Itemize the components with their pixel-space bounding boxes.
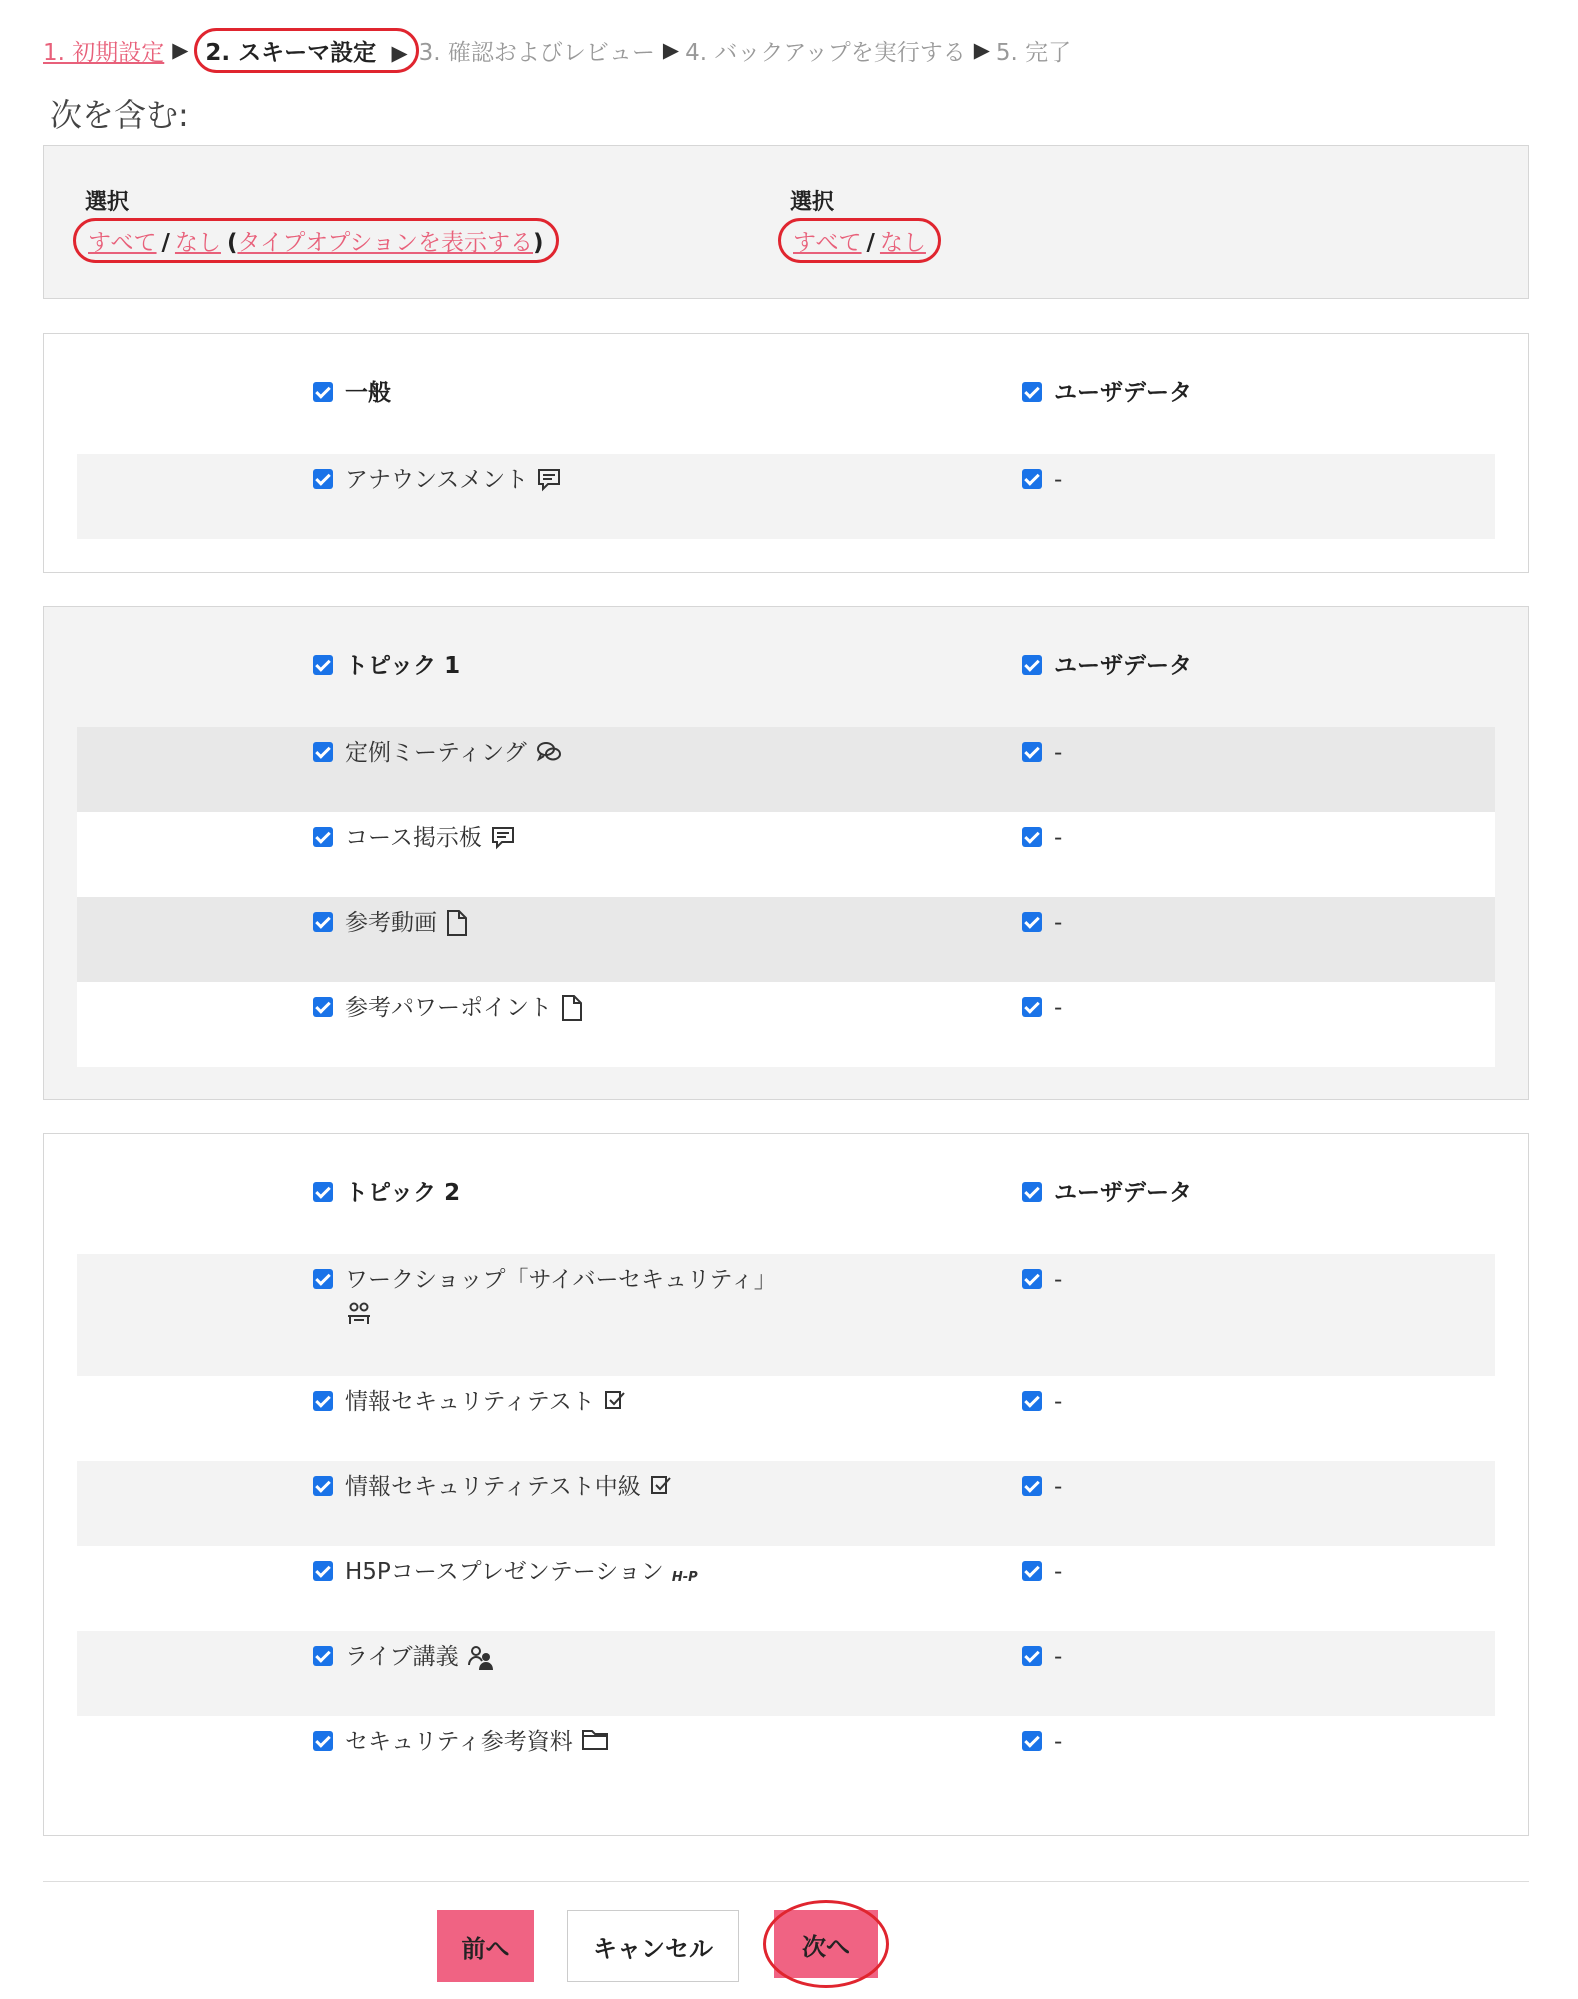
activity-name: セキュリティ参考資料 bbox=[345, 1729, 573, 1755]
userdata-checkbox[interactable] bbox=[1022, 466, 1062, 494]
forum-icon bbox=[490, 824, 516, 850]
select-panel bbox=[43, 145, 1529, 299]
checkbox-checked[interactable] bbox=[1022, 469, 1042, 489]
section-userdata-checkbox[interactable] bbox=[1022, 379, 1192, 407]
activity-row bbox=[77, 1461, 1495, 1546]
userdata-dash: - bbox=[1054, 910, 1063, 936]
checkbox-checked[interactable] bbox=[313, 469, 333, 489]
userdata-dash: - bbox=[1054, 1729, 1063, 1755]
select-none-userdata-link[interactable]: なし bbox=[879, 230, 926, 256]
checkbox-checked[interactable] bbox=[313, 1731, 333, 1751]
checkbox-checked[interactable] bbox=[1022, 1646, 1042, 1666]
file-icon bbox=[560, 994, 584, 1022]
activity-checkbox[interactable] bbox=[313, 824, 516, 852]
footer-divider bbox=[43, 1881, 1529, 1882]
step-separator-icon: ▶ bbox=[662, 38, 680, 62]
checkbox-checked[interactable] bbox=[1022, 1391, 1042, 1411]
activity-row bbox=[77, 982, 1495, 1067]
activity-row bbox=[77, 1254, 1495, 1376]
checkbox-checked[interactable] bbox=[1022, 1269, 1042, 1289]
activity-name: 参考パワーポイント bbox=[345, 995, 552, 1021]
select-links-highlight bbox=[73, 218, 559, 263]
checkbox-checked[interactable] bbox=[313, 1561, 333, 1581]
userdata-checkbox[interactable] bbox=[1022, 739, 1062, 767]
activity-checkbox[interactable] bbox=[313, 1266, 805, 1328]
forum-icon bbox=[536, 466, 562, 492]
checkbox-checked[interactable] bbox=[313, 655, 333, 675]
activity-name: ワークショップ「サイバーセキュリティ」 bbox=[345, 1267, 777, 1293]
h5p-icon: H-P bbox=[671, 1570, 698, 1585]
userdata-dash: - bbox=[1054, 1474, 1063, 1500]
slash-separator: / bbox=[161, 230, 170, 256]
slash-separator: / bbox=[866, 230, 875, 256]
userdata-checkbox[interactable] bbox=[1022, 1558, 1062, 1586]
section-header bbox=[44, 1179, 1528, 1219]
activity-name: 参考動画 bbox=[345, 910, 437, 936]
file-icon bbox=[445, 909, 469, 937]
userdata-dash: - bbox=[1054, 1267, 1063, 1293]
section-title: 一般 bbox=[345, 380, 391, 406]
step-schema-settings: 2. スキーマ設定 bbox=[205, 39, 377, 66]
activity-row bbox=[77, 1631, 1495, 1716]
userdata-checkbox[interactable] bbox=[1022, 1388, 1062, 1416]
step-initial-settings[interactable]: 1. 初期設定 bbox=[43, 39, 165, 66]
section-checkbox-topic-2[interactable] bbox=[313, 1179, 460, 1207]
section-userdata-checkbox[interactable] bbox=[1022, 652, 1192, 680]
quiz-icon bbox=[649, 1473, 673, 1497]
checkbox-checked[interactable] bbox=[1022, 1561, 1042, 1581]
activity-name: H5Pコースプレゼンテーション bbox=[345, 1559, 664, 1585]
include-heading: 次を含む: bbox=[50, 96, 189, 134]
select-all-link[interactable]: すべて bbox=[88, 230, 157, 256]
select-links-highlight bbox=[778, 218, 941, 263]
userdata-checkbox[interactable] bbox=[1022, 1728, 1062, 1756]
section-header bbox=[44, 652, 1528, 692]
userdata-dash: - bbox=[1054, 1389, 1063, 1415]
userdata-checkbox[interactable] bbox=[1022, 1643, 1062, 1671]
step-perform-backup: 4. バックアップを実行する bbox=[685, 39, 966, 66]
activity-row bbox=[77, 1716, 1495, 1801]
checkbox-checked[interactable] bbox=[1022, 912, 1042, 932]
userdata-label: ユーザデータ bbox=[1054, 1180, 1192, 1206]
select-all-userdata-link[interactable]: すべて bbox=[793, 230, 862, 256]
activity-checkbox[interactable] bbox=[313, 1558, 698, 1592]
section-topic-2 bbox=[43, 1133, 1529, 1836]
select-none-link[interactable]: なし bbox=[174, 230, 221, 256]
userdata-label: ユーザデータ bbox=[1054, 380, 1192, 406]
activity-row bbox=[77, 1376, 1495, 1461]
activity-row bbox=[77, 454, 1495, 539]
userdata-dash: - bbox=[1054, 1559, 1063, 1585]
select-group-userdata bbox=[790, 190, 941, 263]
activity-checkbox[interactable] bbox=[313, 1388, 627, 1416]
userdata-label: ユーザデータ bbox=[1054, 653, 1192, 679]
next-button[interactable]: 次へ bbox=[774, 1910, 878, 1978]
checkbox-checked[interactable] bbox=[313, 1476, 333, 1496]
userdata-checkbox[interactable] bbox=[1022, 994, 1062, 1022]
checkbox-checked[interactable] bbox=[313, 1391, 333, 1411]
checkbox-checked[interactable] bbox=[313, 912, 333, 932]
userdata-checkbox[interactable] bbox=[1022, 1266, 1062, 1294]
next-button-highlight bbox=[763, 1900, 889, 1988]
activity-checkbox[interactable] bbox=[313, 994, 584, 1022]
section-checkbox-topic-1[interactable] bbox=[313, 652, 460, 680]
activity-checkbox[interactable] bbox=[313, 1643, 495, 1671]
checkbox-checked[interactable] bbox=[1022, 655, 1042, 675]
workshop-icon bbox=[345, 1300, 373, 1328]
section-general bbox=[43, 333, 1529, 573]
paren-close: ) bbox=[533, 230, 544, 256]
checkbox-checked[interactable] bbox=[313, 1646, 333, 1666]
step-separator-icon: ▶ bbox=[391, 40, 408, 65]
checkbox-checked[interactable] bbox=[313, 1182, 333, 1202]
checkbox-checked[interactable] bbox=[1022, 1731, 1042, 1751]
userdata-dash: - bbox=[1054, 995, 1063, 1021]
userdata-checkbox[interactable] bbox=[1022, 1473, 1062, 1501]
activity-checkbox[interactable] bbox=[313, 909, 469, 937]
step-complete: 5. 完了 bbox=[995, 39, 1072, 66]
section-userdata-checkbox[interactable] bbox=[1022, 1179, 1192, 1207]
folder-icon bbox=[581, 1728, 609, 1752]
current-step-highlight bbox=[194, 28, 418, 73]
userdata-dash: - bbox=[1054, 740, 1063, 766]
userdata-dash: - bbox=[1054, 467, 1063, 493]
userdata-checkbox[interactable] bbox=[1022, 824, 1062, 852]
checkbox-checked[interactable] bbox=[313, 382, 333, 402]
chat-icon bbox=[535, 739, 563, 765]
activity-checkbox[interactable] bbox=[313, 1473, 673, 1501]
activity-row bbox=[77, 897, 1495, 982]
paren-open: ( bbox=[226, 230, 238, 256]
activity-name: 定例ミーティング bbox=[345, 740, 527, 766]
section-header bbox=[44, 379, 1528, 419]
activity-name: コース掲示板 bbox=[345, 825, 482, 851]
section-title: トピック 1 bbox=[345, 653, 461, 679]
userdata-dash: - bbox=[1054, 825, 1063, 851]
checkbox-checked[interactable] bbox=[1022, 382, 1042, 402]
activity-name: ライブ講義 bbox=[345, 1644, 459, 1670]
activity-checkbox[interactable] bbox=[313, 739, 563, 767]
progress-stepper bbox=[43, 30, 1071, 70]
cancel-button[interactable]: キャンセル bbox=[567, 1910, 739, 1982]
checkbox-checked[interactable] bbox=[313, 827, 333, 847]
activity-checkbox[interactable] bbox=[313, 466, 562, 494]
activity-name: アナウンスメント bbox=[345, 467, 529, 493]
checkbox-checked[interactable] bbox=[1022, 827, 1042, 847]
section-checkbox-general[interactable] bbox=[313, 379, 391, 407]
checkbox-checked[interactable] bbox=[1022, 997, 1042, 1017]
checkbox-checked[interactable] bbox=[313, 742, 333, 762]
select-title: 選択 bbox=[790, 190, 835, 215]
activity-checkbox[interactable] bbox=[313, 1728, 609, 1756]
live-lecture-icon bbox=[467, 1643, 495, 1671]
section-topic-1 bbox=[43, 606, 1529, 1100]
step-separator-icon: ▶ bbox=[973, 38, 990, 62]
step-confirm-review: 3. 確認およびレビュー bbox=[418, 39, 655, 66]
checkbox-checked[interactable] bbox=[313, 997, 333, 1017]
checkbox-checked[interactable] bbox=[1022, 742, 1042, 762]
checkbox-checked[interactable] bbox=[313, 1269, 333, 1289]
show-type-options-link[interactable]: タイプオプションを表示する bbox=[237, 230, 534, 256]
activity-row bbox=[77, 727, 1495, 812]
activity-row bbox=[77, 1546, 1495, 1631]
quiz-icon bbox=[603, 1388, 627, 1412]
activity-name: 情報セキュリティテスト bbox=[345, 1389, 595, 1415]
select-title: 選択 bbox=[85, 190, 130, 215]
select-group-activities bbox=[85, 190, 559, 263]
checkbox-checked[interactable] bbox=[1022, 1182, 1042, 1202]
userdata-checkbox[interactable] bbox=[1022, 909, 1062, 937]
section-title: トピック 2 bbox=[345, 1180, 461, 1206]
activity-row bbox=[77, 812, 1495, 897]
userdata-dash: - bbox=[1054, 1644, 1063, 1670]
previous-button[interactable]: 前へ bbox=[437, 1910, 534, 1982]
activity-name: 情報セキュリティテスト中級 bbox=[345, 1474, 641, 1500]
activity-name-wrap bbox=[345, 1266, 805, 1328]
checkbox-checked[interactable] bbox=[1022, 1476, 1042, 1496]
step-separator-icon: ▶ bbox=[172, 38, 189, 62]
